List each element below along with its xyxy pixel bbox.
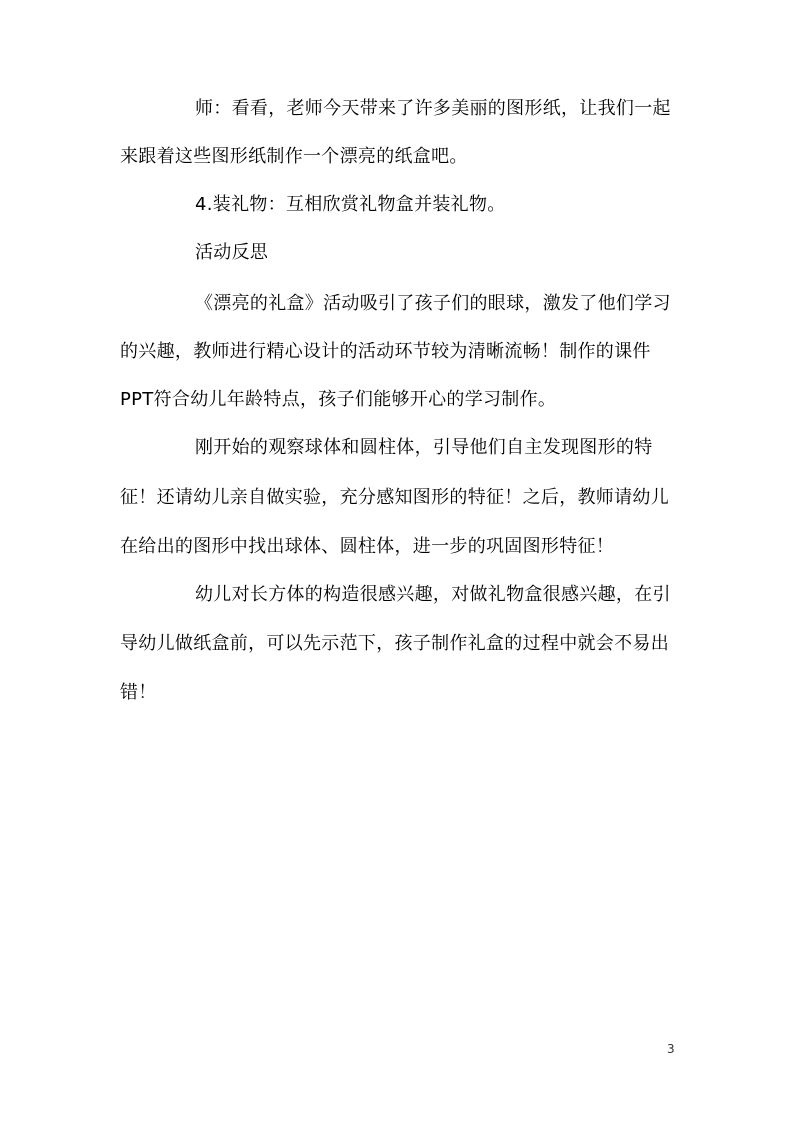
- paragraph-reflection-line-2: 的兴趣，教师进行精心设计的活动环节较为清晰流畅！制作的课件: [120, 341, 651, 362]
- paragraph-reflection-line-1: 《漂亮的礼盒》活动吸引了孩子们的眼球，激发了他们学习: [195, 293, 671, 314]
- paragraph-teacher-line-2: 来跟着这些图形纸制作一个漂亮的纸盒吧。: [120, 146, 468, 167]
- paragraph-cuboid-line-1: 幼儿对长方体的构造很感兴趣，对做礼物盒很感兴趣，在引: [195, 584, 671, 605]
- paragraph-observation-line-2: 征！还请幼儿亲自做实验，充分感知图形的特征！之后，教师请幼儿: [120, 487, 669, 508]
- paragraph-cuboid-line-3: 错！: [120, 682, 157, 703]
- paragraph-teacher-line-1: 师：看看，老师今天带来了许多美丽的图形纸，让我们一起: [195, 98, 671, 119]
- paragraph-reflection-line-3: PPT符合幼儿年龄特点，孩子们能够开心的学习制作。: [120, 389, 557, 410]
- paragraph-observation-line-1: 刚开始的观察球体和圆柱体，引导他们自主发现图形的特: [195, 437, 653, 458]
- page-number: 3: [667, 1042, 675, 1056]
- section-heading-reflection: 活动反思: [195, 242, 269, 263]
- paragraph-gift-step: 4.装礼物：互相欣赏礼物盒并装礼物。: [195, 194, 506, 215]
- paragraph-cuboid-line-2: 导幼儿做纸盒前，可以先示范下，孩子制作礼盒的过程中就会不易出: [120, 633, 669, 654]
- paragraph-observation-line-3: 在给出的图形中找出球体、圆柱体，进一步的巩固图形特征！: [120, 536, 615, 557]
